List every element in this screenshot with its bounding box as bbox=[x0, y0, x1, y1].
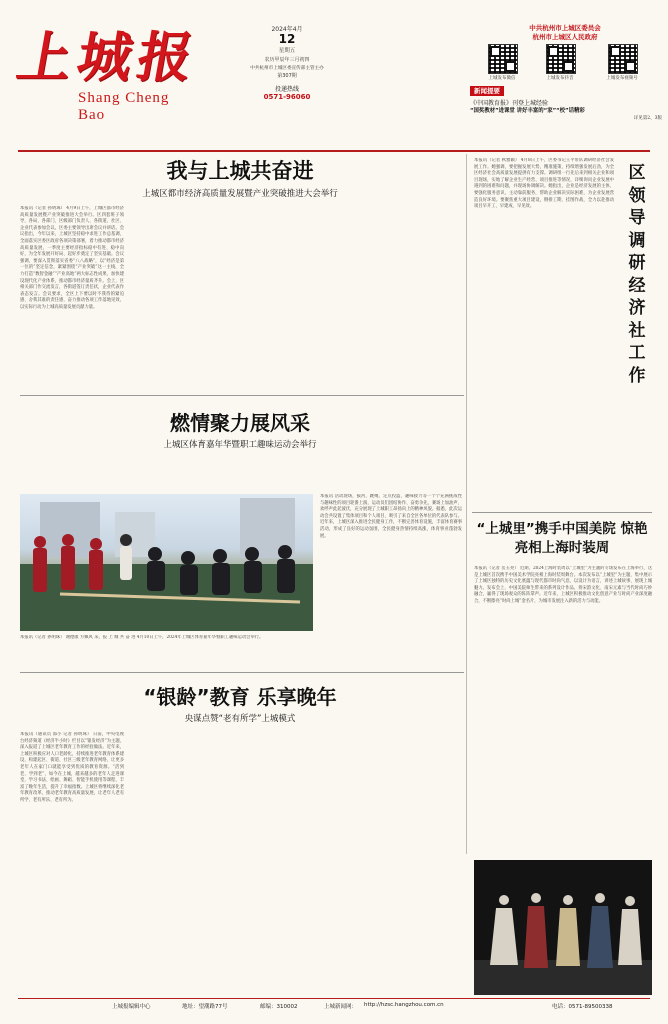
masthead-pinyin: Shang Cheng Bao bbox=[78, 90, 170, 123]
sidebar-title-char: 经 bbox=[628, 275, 646, 296]
sponsor: 中共杭州市上城区委宣传部主管主办 bbox=[250, 66, 324, 71]
qr-label: 上城发布微信 bbox=[488, 76, 516, 81]
sidebar-title-char: 工 bbox=[628, 343, 646, 363]
sidebar-body bbox=[474, 158, 614, 506]
column-divider bbox=[466, 154, 467, 854]
fashion-photo bbox=[474, 860, 652, 995]
article3-title: “上城里”携手中国美院 惊艳亮相上海时装周 bbox=[476, 521, 648, 556]
weekday: 星期五 bbox=[278, 48, 296, 54]
sidebar-title-char: 研 bbox=[628, 253, 646, 273]
article3-text: 本报讯（记者 岳玉亮） 近期，2024上海时装周以“上城里”为主题的专场发布在上海举行，这是上城区首次携手中国美术学院亮相上海时装周舞台。本次发布以“上城里”为主题，集中展示了上城区独特的历史文化底蕴与现代都市时尚气息，以设计为语言，讲述上城故事，展现上城魅力。发布会上，中国美院师生带来的系列设计作品，将宋韵文化、南宋元素与当代时尚巧妙融合，赢得了现场观众的阵阵掌声。近年来，上城区积极推动文化创意产业与时尚产业深度融合，不断擦亮“时尚上城”金名片，为城市发展注入新的活力与动能。 bbox=[474, 566, 652, 604]
issue-number: 第307期 bbox=[277, 73, 297, 79]
article1-body bbox=[20, 206, 460, 382]
article1-title: 我与上城共奋进 bbox=[166, 159, 314, 183]
lunar-date: 农历甲辰年三月初四 bbox=[264, 57, 310, 63]
article1-text: 本报讯（记者 孙明珠） 4月9日上午，上城区都市经济高质量发展暨产业突破推进大会举行。区四套班子领导，各局、各部门、区级部门负责人，各街道、社区、企业代表参加会议。区委主要领导出席会议并讲话。会议指出，今年以来，上城区坚持稳中求进工作总基调，全面落实区委区政府各项决策部署，着力推动都市经济高质量发展，一季度主要经济指标稳中有进、稳中向好，为全年发展开好局、起好步奠定了坚实基础。会议强调，要深入贯彻落实省委“八八战略”，以“经济是第一位的”坚定信念，紧紧围绕“产业突破”这一主线，全力打造“数智金融”“产业高地”两大标志性成果，加快建设现代化产业体系，推动都市经济量质齐升。会上，区相关部门作交流发言，各街道签订责任状，企业代表作表态发言。会议要求，全区上下要以时不我待的紧迫感、舍我其谁的责任感，奋力推动各项工作落地见效，以实际行动为上城高质量发展贡献力量。 bbox=[20, 206, 124, 310]
footer-editor: 上城报编辑中心 bbox=[112, 1004, 151, 1010]
photo-caption bbox=[20, 635, 313, 665]
footer-phone: 电话：0571-89500338 bbox=[552, 1004, 613, 1010]
news-teaser bbox=[470, 86, 662, 121]
article2-title: 燃情聚力展风采 bbox=[170, 411, 310, 435]
sidebar-title-char: 作 bbox=[628, 365, 646, 386]
sidebar-title-char: 领 bbox=[628, 185, 646, 206]
sidebar-title-char: 济 bbox=[628, 298, 646, 318]
footer-url-label: 上城新闻网： bbox=[324, 1004, 358, 1010]
section-rule bbox=[472, 512, 652, 513]
photo-scene bbox=[20, 494, 313, 631]
qr-code-video bbox=[608, 44, 638, 74]
footer-rule bbox=[18, 998, 650, 999]
masthead-logo-text: 上城报 bbox=[12, 25, 204, 89]
article4-title: “银龄”教育 乐享晚年 bbox=[143, 685, 337, 709]
qr-code-wechat bbox=[488, 44, 518, 74]
article4-body bbox=[20, 732, 460, 988]
sidebar-title-char: 导 bbox=[628, 208, 646, 228]
footer-zip: 邮编：310002 bbox=[260, 1004, 298, 1010]
sidebar-title-char: 区 bbox=[628, 163, 646, 183]
tug-of-war-photo bbox=[20, 494, 313, 631]
hotline-label: 投递热线 bbox=[274, 86, 299, 93]
org-government: 杭州市上城区人民政府 bbox=[532, 33, 598, 41]
masthead-logo bbox=[12, 24, 204, 123]
sidebar-title-char: 调 bbox=[628, 230, 646, 251]
org-party: 中共杭州市上城区委员会 bbox=[529, 24, 601, 32]
hotline-number: 0571-96060 bbox=[263, 93, 311, 101]
date-line: 2024年4月 bbox=[271, 26, 303, 33]
masthead-org bbox=[470, 23, 660, 41]
photo-caption-text: 本报讯（记者 孙明珠） 谢德康 方佩风 采，报 上 城 共 奋 进 4月10日上午，2024年上城区体育嘉年华暨职工趣味运动会举行。 bbox=[20, 635, 264, 640]
footer bbox=[112, 1002, 652, 1014]
issue-info bbox=[202, 24, 372, 116]
masthead-rule bbox=[18, 150, 650, 152]
article2-text: 本报讯 活动现场，拔河、跳绳、定点投篮、趣味接力等一个个充满挑战性与趣味性的项目轮番上演，运动员们团结协作、奋勇争先，赛场上加油声、欢呼声此起彼伏，充分展现了上城职工昂扬向上的精神风貌。据悉，此次运动会共设置了集体项目和个人项目，吸引了来自全区各单位的代表队参与。近年来，上城区深入推进全民健身工作，不断完善体育设施，丰富体育赛事活动，形成了良好的运动氛围，全民健身热情持续高涨，体育事业蓬勃发展。 bbox=[320, 494, 462, 539]
teaser-line-1: 《中国教育报》刊登上城经验 bbox=[470, 100, 549, 107]
article2-body bbox=[320, 494, 462, 666]
qr-label: 上城发布视频号 bbox=[606, 76, 638, 81]
day: 12 bbox=[278, 32, 296, 46]
sidebar-title bbox=[622, 162, 652, 387]
article2-subtitle: 上城区体育嘉年华暨职工趣味运动会举行 bbox=[163, 440, 317, 450]
article1-subtitle: 上城区都市经济高质量发展暨产业突破推进大会举行 bbox=[142, 189, 338, 199]
news-tag: 新闻提要 bbox=[470, 86, 504, 96]
article3-body bbox=[474, 566, 652, 726]
footer-address: 地址：望潮路77号 bbox=[182, 1004, 228, 1010]
section-rule bbox=[20, 672, 464, 673]
teaser-line-2: “国奖教材”进课堂 讲好丰富的“家”“校”话精彩 bbox=[470, 108, 585, 114]
article4-subtitle: 央谋点赞“老有所学”上城模式 bbox=[184, 714, 296, 724]
qr-code-douyin bbox=[546, 44, 576, 74]
fashion-scene bbox=[474, 860, 652, 995]
teaser-page: 详见第2、3版 bbox=[633, 116, 662, 121]
sidebar-title-char: 社 bbox=[628, 320, 646, 341]
sidebar-text: 本报讯（记者 秋雅颖） 4月8日上午，区委书记王平带队调研经济社会发展工作。她强调，要把握发展大势，精准施策，持续增强发展后劲，为全区经济社会高质量发展提供有力支撑。调研组一行先后来到相关企业和项目现场，实地了解企业生产经营、项目推进等情况，详细询问企业发展中遇到的困难和问题，并现场协调解决。她指出，企业是经济发展的主体，要强化服务意识，主动靠前服务，帮助企业解决实际困难，为企业发展营造良好环境。要聚焦重大项目建设，倒排工期、挂图作战，全力以赴推动项目早开工、早建成、早见效。 bbox=[474, 158, 614, 210]
section-rule bbox=[20, 395, 464, 396]
article4-text: 本报讯（通讯员 邵小 记者 孙明珠） 日前，中央电视台经济频道《经济半小时》栏目以“银发经济”为主题，深入报道了上城区老年教育工作的经验做法。近年来，上城区积极应对人口老龄化，持续推进老年教育体系建设，构建起区、街道、社区三级老年教育网络，让更多老年人在家门口就能享受到优质的教育资源。“活到老、学到老”，如今在上城，越来越多的老年人走进课堂，学习书法、绘画、舞蹈、智能手机使用等课程，丰富了晚年生活，提升了幸福指数。上城区将继续深化老年教育改革，推动老年教育高质量发展，让老年人老有所学、老有所乐、老有所为。 bbox=[20, 732, 124, 803]
qr-label: 上城发布抖音 bbox=[546, 76, 574, 81]
footer-url[interactable]: http://hzsc.hangzhou.com.cn bbox=[364, 1002, 444, 1008]
